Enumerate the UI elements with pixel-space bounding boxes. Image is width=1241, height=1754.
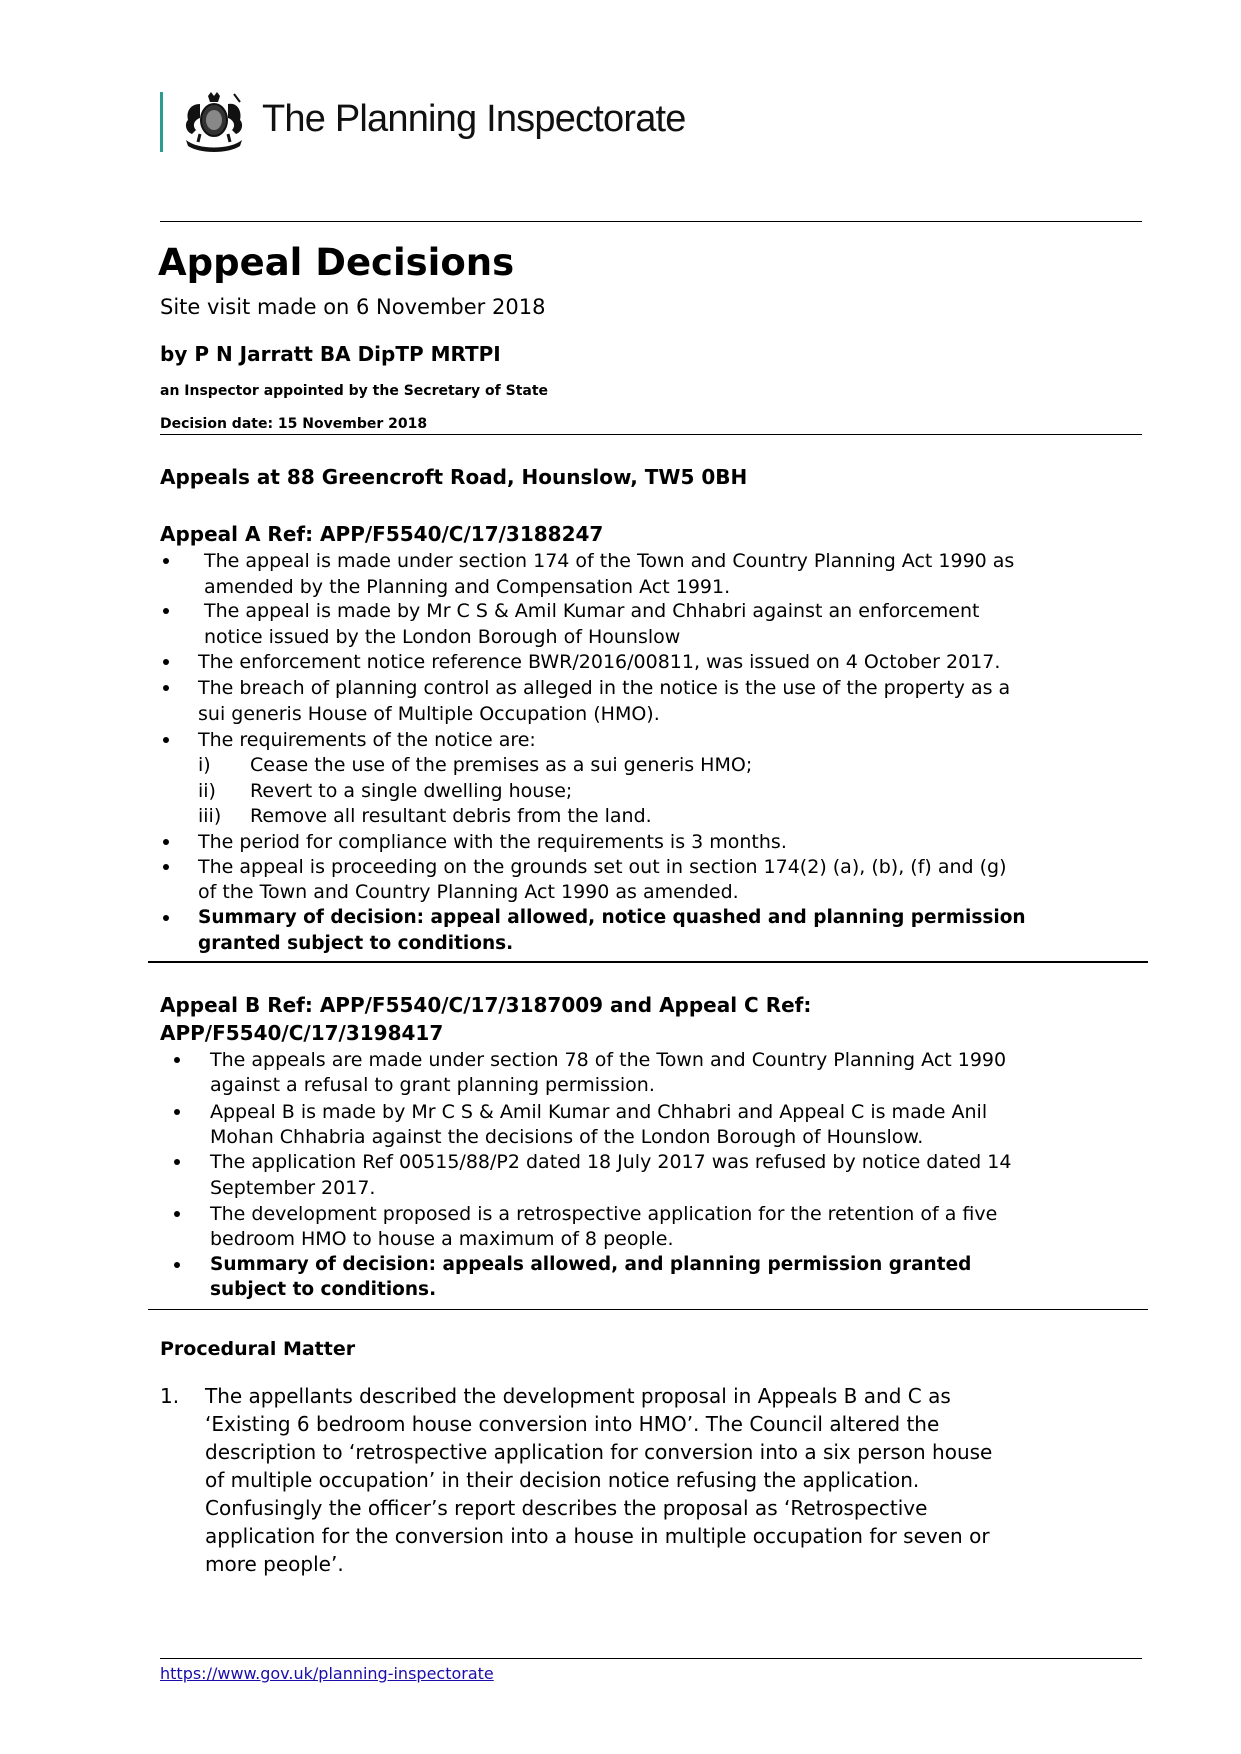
page-title: Appeal Decisions [158, 241, 515, 284]
bullet-line: September 2017. [210, 1177, 376, 1199]
procedural-heading: Procedural Matter [160, 1338, 356, 1360]
requirement-number: ii) [198, 780, 216, 802]
bullet-line: The appeal is made by Mr C S & Amil Kumar and Chhabri against an enforcement [204, 600, 980, 622]
paragraph-line: Confusingly the officer’s report describes the proposal as ‘Retrospective [205, 1496, 928, 1520]
bullet-line: The appeal is proceeding on the grounds set out in section 174(2) (a), (b), (f) and (g) [198, 856, 1007, 878]
bullet-icon [174, 1109, 180, 1115]
bullet-line: subject to conditions. [210, 1279, 437, 1300]
bullet-icon [163, 915, 169, 921]
header-divider [160, 221, 1142, 222]
paragraph-line: application for the conversion into a house in multiple occupation for seven or [205, 1524, 990, 1548]
bullet-line: Summary of decision: appeals allowed, and planning permission granted [210, 1254, 972, 1275]
bullet-line: The appeal is made under section 174 of the Town and Country Planning Act 1990 as [204, 550, 1015, 572]
inspector-name: by P N Jarratt BA DipTP MRTPI [160, 342, 501, 366]
paragraph-line: description to ‘retrospective application for conversion into a six person house [205, 1440, 993, 1464]
appeal-bc-ref: APP/F5540/C/17/3198417 [160, 1021, 444, 1045]
bullet-line: amended by the Planning and Compensation Act 1991. [204, 576, 731, 598]
bullet-line: Summary of decision: appeal allowed, notice quashed and planning permission [198, 907, 1026, 928]
bullet-icon [163, 659, 169, 665]
paragraph-line: ‘Existing 6 bedroom house conversion into HMO’. The Council altered the [205, 1412, 940, 1436]
requirement-number: i) [198, 754, 211, 776]
logo-text: The Planning Inspectorate [262, 98, 686, 140]
bullet-icon [174, 1159, 180, 1165]
bullet-icon [163, 737, 169, 743]
appeal-a-divider [148, 961, 1148, 963]
bullet-icon [174, 1211, 180, 1217]
bullet-icon [163, 608, 169, 614]
bullet-line: Mohan Chhabria against the decisions of the London Borough of Hounslow. [210, 1126, 924, 1148]
bullet-icon [174, 1262, 180, 1268]
decision-date: Decision date: 15 November 2018 [160, 416, 428, 432]
bullet-icon [163, 558, 169, 564]
bullet-icon [163, 685, 169, 691]
bullet-line: against a refusal to grant planning permission. [210, 1074, 655, 1096]
paragraph-number: 1. [160, 1384, 180, 1408]
bullet-line: granted subject to conditions. [198, 933, 514, 954]
bullet-line: The application Ref 00515/88/P2 dated 18 July 2017 was refused by notice dated 14 [210, 1151, 1012, 1173]
bullet-line: bedroom HMO to house a maximum of 8 people. [210, 1228, 674, 1250]
bullet-line: Appeal B is made by Mr C S & Amil Kumar and Chhabri and Appeal C is made Anil [210, 1101, 988, 1123]
appeal-bc-ref: Appeal B Ref: APP/F5540/C/17/3187009 and Appeal C Ref: [160, 993, 812, 1017]
bullet-line: The appeals are made under section 78 of the Town and Country Planning Act 1990 [210, 1049, 1007, 1071]
footer-link[interactable]: https://www.gov.uk/planning-inspectorate [160, 1664, 494, 1683]
bullet-line: The requirements of the notice are: [198, 729, 536, 751]
bullet-line: The enforcement notice reference BWR/2016/00811, was issued on 4 October 2017. [198, 651, 1001, 673]
bullet-line: The period for compliance with the requirements is 3 months. [198, 831, 787, 853]
appeal-a-ref: Appeal A Ref: APP/F5540/C/17/3188247 [160, 522, 604, 546]
requirement-text: Revert to a single dwelling house; [250, 780, 573, 802]
bullet-line: sui generis House of Multiple Occupation (HMO). [198, 703, 660, 725]
bullet-line: of the Town and Country Planning Act 1990 as amended. [198, 881, 739, 903]
bullet-line: notice issued by the London Borough of Hounslow [204, 626, 681, 648]
decision-date-divider [160, 434, 1142, 435]
footer-divider [160, 1658, 1142, 1659]
paragraph-line: The appellants described the development proposal in Appeals B and C as [205, 1384, 951, 1408]
site-visit-date: Site visit made on 6 November 2018 [160, 295, 546, 319]
paragraph-line: of multiple occupation’ in their decision notice refusing the application. [205, 1468, 920, 1492]
bullet-icon [163, 839, 169, 845]
logo-accent-bar [160, 92, 163, 152]
requirement-text: Remove all resultant debris from the land. [250, 805, 652, 827]
bullet-line: The development proposed is a retrospective application for the retention of a five [210, 1203, 998, 1225]
bullet-icon [163, 864, 169, 870]
appeal-bc-divider [148, 1309, 1148, 1310]
bullet-icon [174, 1057, 180, 1063]
requirement-text: Cease the use of the premises as a sui generis HMO; [250, 754, 753, 776]
bullet-line: The breach of planning control as alleged in the notice is the use of the property as a [198, 677, 1011, 699]
requirement-number: iii) [198, 805, 222, 827]
appeals-location: Appeals at 88 Greencroft Road, Hounslow, TW5 0BH [160, 465, 748, 489]
inspector-appointment: an Inspector appointed by the Secretary of State [160, 383, 549, 399]
paragraph-line: more people’. [205, 1552, 344, 1576]
royal-crest-icon [178, 90, 250, 154]
